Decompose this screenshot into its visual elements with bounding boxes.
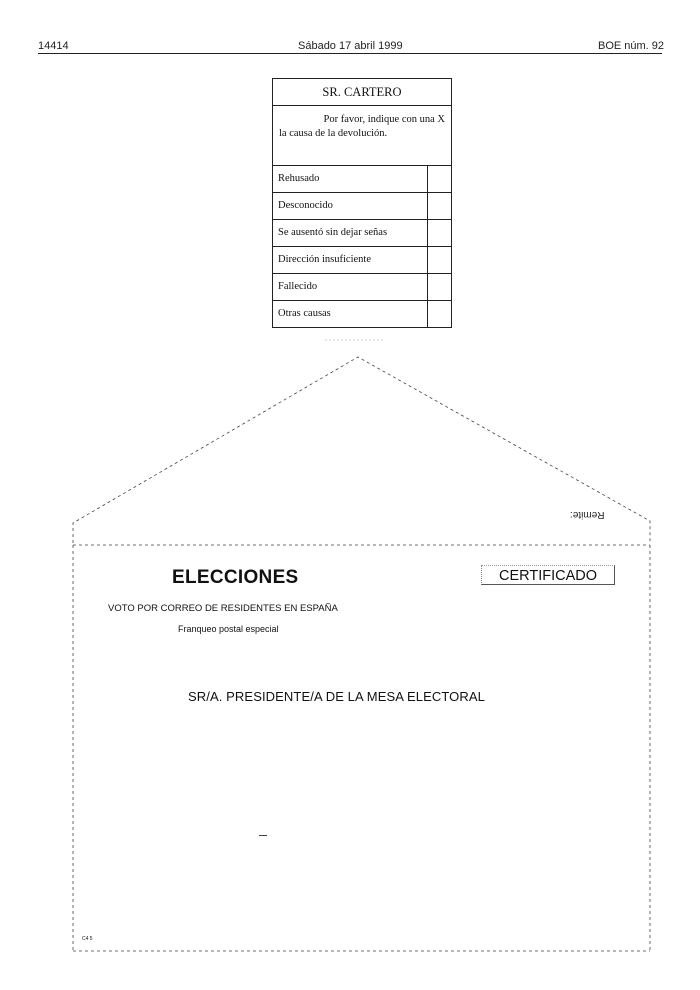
publication-issue: BOE núm. 92 <box>598 40 665 52</box>
reason-label: Desconocido <box>278 200 333 211</box>
address-mark <box>259 835 267 836</box>
envelope-flap <box>73 357 650 543</box>
publication-date: Sábado 17 abril 1999 <box>298 40 403 52</box>
reason-label: Otras causas <box>278 308 331 319</box>
reason-label: Dirección insuficiente <box>278 254 372 265</box>
envelope-subtitle: VOTO POR CORREO DE RESIDENTES EN ESPAÑA <box>108 603 338 614</box>
reason-label: Se ausentó sin dejar señas <box>278 227 388 238</box>
sender-label: Remite: <box>570 509 605 520</box>
reason-label: Fallecido <box>278 281 318 292</box>
certified-stamp: CERTIFICADO <box>481 565 615 585</box>
recipient-line: SR/A. PRESIDENTE/A DE LA MESA ELECTORAL <box>188 689 485 704</box>
envelope-format-code: C4 5 <box>82 936 93 942</box>
return-box-title: SR. CARTERO <box>322 85 402 99</box>
instruction-line-1: Por favor, indique con una X <box>323 114 445 125</box>
envelope-title: ELECCIONES <box>172 567 299 588</box>
postage-note: Franqueo postal especial <box>178 624 279 634</box>
instruction-line-2: la causa de la devolución. <box>279 128 388 139</box>
page-number: 14414 <box>38 40 69 52</box>
reason-label: Rehusado <box>278 173 320 184</box>
